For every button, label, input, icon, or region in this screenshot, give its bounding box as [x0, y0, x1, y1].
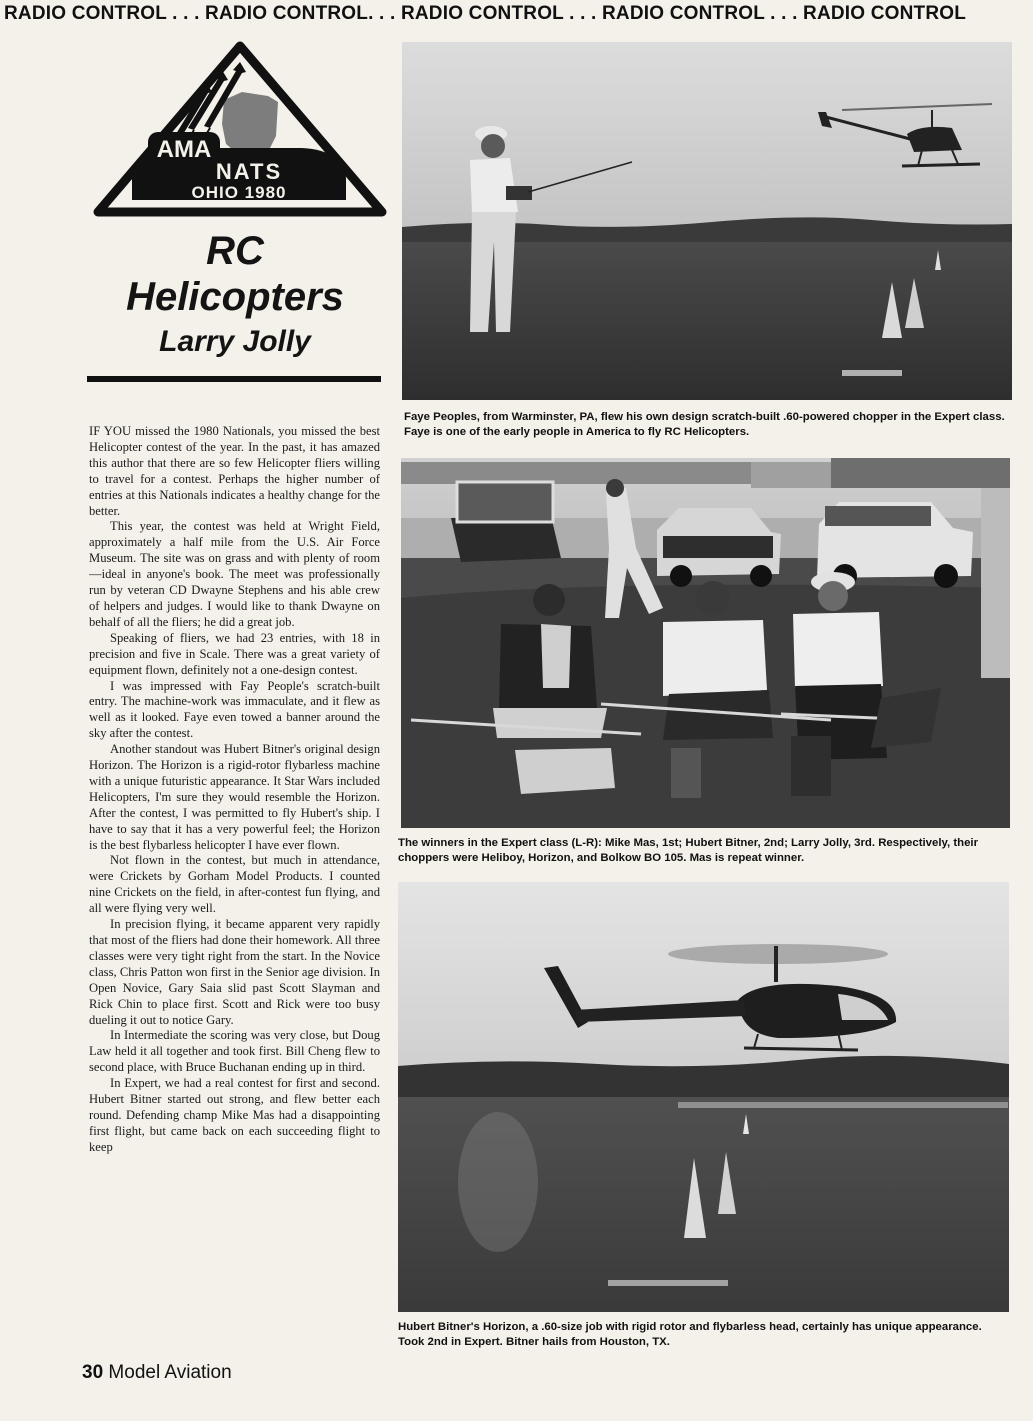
paragraph: Another standout was Hubert Bitner's original design Horizon. The Horizon is a rigid-rotor flybarless machine with a unique futuristic appearance. It Star Wars included Helicopters, I'm sure they would resemble the Horizon. After the contest, I was permitted to fly Hubert's ship. I have to say that it has a very powerful feel; the Horizon is the best flybarless helicopter I have ever flown.: [89, 742, 380, 852]
photo-expert-winners: [401, 458, 1010, 828]
paragraph: IF YOU missed the 1980 Nationals, you missed the best Helicopter contest of the year. In the past, it has amazed this author that there are so few Helicopter fliers willing to travel for a contest. Perhaps the higher number of entries at this Nationals indicates a healthy change for the better.: [89, 424, 380, 518]
photo-3-caption: Hubert Bitner's Horizon, a .60-size job with rigid rotor and flybarless head, certainly has unique appearance. Took 2nd in Expert. Bitner hails from Houston, TX.: [398, 1321, 982, 1348]
paragraph: Not flown in the contest, but much in attendance, were Crickets by Gorham Model Products. I counted nine Crickets on the field, in after-contest fun flying, and all were flying very well.: [89, 853, 380, 916]
logo-text-ama: AMA: [156, 136, 212, 163]
photo-1-caption: Faye Peoples, from Warminster, PA, flew his own design scratch-built .60-powered chopper in the Expert class. Faye is one of the early people in America to fly RC Helicopters.: [404, 411, 1005, 438]
byline: Larry Jolly: [159, 325, 311, 358]
logo-text-nats: NATS: [215, 159, 283, 184]
paragraph: This year, the contest was held at Wright Field, approximately a half mile from the U.S. Air Force Museum. The site was on grass and with plenty of room—ideal in anyone's book. The meet was professionally run by veteran CD Dwayne Stephens and his able crew of helpers and judges. I would like to thank Dwayne on behalf of all the fliers; he did a great job.: [89, 519, 380, 629]
title-line-2: Helicopters: [126, 275, 344, 319]
paragraph: In Expert, we had a real contest for first and second. Hubert Bitner started out strong, and flew better each round. Defending champ Mike Mas had a disappointing first flight, but came back on each succeeding flight to keep: [89, 1076, 380, 1154]
photo-horizon-flight: [398, 882, 1009, 1312]
magazine-name: Model Aviation: [108, 1362, 232, 1383]
photo-2-caption: The winners in the Expert class (L-R): Mike Mas, 1st; Hubert Bitner, 2nd; Larry Jolly, 3rd. Respectively, their choppers were Heliboy, Horizon, and Bolkow BO 105. Mas is repeat winner.: [398, 837, 979, 864]
article-body: [89, 424, 380, 1349]
paragraph: In precision flying, it became apparent very rapidly that most of the fliers had done their homework. All three classes were very tight right from the start. In the Novice class, Chris Patton won first in the Senior age division. In Open Novice, Gary Saia slid past Scott Slayman and Rick Chin to place first. Scott and Rick were too busy dueling it out to notice Gary.: [89, 917, 380, 1027]
article-headline: [80, 228, 390, 362]
paragraph: Speaking of fliers, we had 23 entries, with 18 in precision and five in Scale. There was a great variety of equipment flown, definitely not a one-design contest.: [89, 630, 380, 677]
page-folio: [82, 1362, 232, 1384]
paragraph: In Intermediate the scoring was very close, but Doug Law held it all together and took first. Bill Cheng flew to second place, with Bruce Buchanan ending up in third.: [89, 1028, 380, 1075]
headline-rule: [87, 376, 381, 382]
logo-text-ohio: OHIO 1980: [191, 183, 287, 202]
running-head: RADIO CONTROL . . . RADIO CONTROL. . . RADIO CONTROL . . . RADIO CONTROL . . . RADIO CONTROL: [4, 3, 967, 24]
ama-nats-logo: [92, 40, 388, 220]
photo-faye-peoples: [402, 42, 1012, 400]
title-line-1: RC: [206, 229, 264, 273]
page-number: 30: [82, 1362, 104, 1383]
paragraph: I was impressed with Fay People's scratch-built entry. The machine-work was immaculate, and it flew as well as it looked. Faye even towed a banner around the sky after the contest.: [89, 678, 380, 741]
